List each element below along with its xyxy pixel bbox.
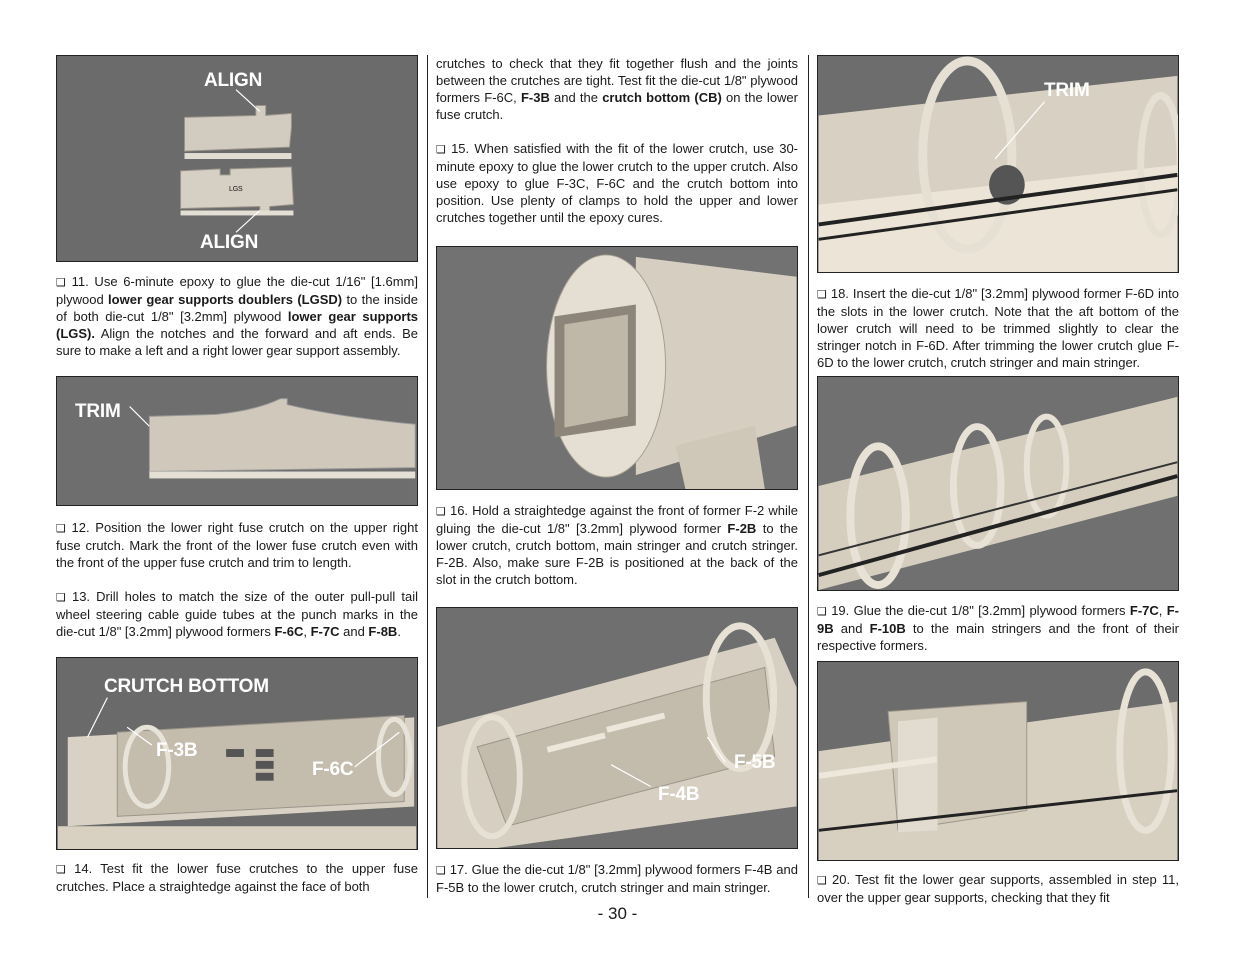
step-14-continued: crutches to check that they fit together flush and the joints between the crutches are tight. Test fit the die-cut 1/8" plywood formers F-6C, F-3B and the crutch bottom (CB) on the lower fuse crutch. <box>436 56 798 122</box>
label-trim-f6d: TRIM <box>1044 80 1090 101</box>
photo-formers-rear-illustration <box>818 377 1178 590</box>
label-align-bottom: ALIGN <box>200 232 259 253</box>
checkbox-icon[interactable]: ❑ <box>56 863 66 876</box>
photo-lower-gear-supports <box>817 661 1179 861</box>
label-lgs-part: LGS <box>229 186 243 193</box>
label-trim: TRIM <box>75 401 121 422</box>
column-divider-left <box>427 55 428 898</box>
step-19: ❑ 19. Glue the die-cut 1/8" [3.2mm] plywood formers F-7C, F-9B and F-10B to the main stringers and the front of their respective formers. <box>817 603 1179 653</box>
photo-crutch-bottom <box>56 657 418 850</box>
checkbox-icon[interactable]: ❑ <box>817 288 827 301</box>
photo-trim-crutch <box>56 376 418 506</box>
checkbox-icon[interactable]: ❑ <box>56 591 66 604</box>
photo-trim-former-f6d <box>817 55 1179 273</box>
checkbox-icon[interactable]: ❑ <box>436 864 446 877</box>
step-18: ❑ 18. Insert the die-cut 1/8" [3.2mm] plywood former F-6D into the slots in the lower crutch. Note that the aft bottom of the lower crutch will need to be trimmed slightly to clear the stringer notch in F-6D. After trimming the lower crutch glue F-6D to the lower crutch, crutch stringer and main stringer. <box>817 286 1179 370</box>
step-15: ❑ 15. When satisfied with the fit of the lower crutch, use 30-minute epoxy to glue the lower crutch to the upper crutch. Also use epoxy to glue F-3C, F-6C and the crutch bottom into position. Use plenty of clamps to hold the upper and lower crutches together until the epoxy cures. <box>436 141 798 225</box>
page-number: - 30 - <box>597 904 638 923</box>
column-middle <box>436 55 798 896</box>
checkbox-icon[interactable]: ❑ <box>56 276 66 289</box>
column-left <box>56 55 418 895</box>
step-20: ❑ 20. Test fit the lower gear supports, assembled in step 11, over the upper gear supports, checking that they fit <box>817 872 1179 905</box>
photo-former-f2b <box>436 246 798 490</box>
photo-trim-former-illustration <box>818 56 1178 272</box>
column-right <box>817 55 1179 906</box>
step-12: ❑ 12. Position the lower right fuse crutch on the upper right fuse crutch. Mark the front of the lower fuse crutch even with the front of the upper fuse crutch and trim to length. <box>56 520 418 570</box>
label-f-4b: F-4B <box>658 784 700 805</box>
photo-former-illustration <box>437 247 797 489</box>
photo-formers-f4b-f5b <box>436 607 798 849</box>
photo-formers-f7c-f9b-f10b <box>817 376 1179 591</box>
column-divider-right <box>808 55 809 898</box>
step-16: ❑ 16. Hold a straightedge against the front of former F-2 while gluing the die-cut 1/8" [3.2mm] plywood former F-2B to the lower crutch, crutch bottom, main stringer and crutch stringer. F-2B. Also, make sure F-2B is positioned at the back of the slot in the crutch bottom. <box>436 503 799 587</box>
checkbox-icon[interactable]: ❑ <box>56 522 66 535</box>
label-crutch-bottom: CRUTCH BOTTOM <box>104 676 269 697</box>
step-13: ❑ 13. Drill holes to match the size of the outer pull-pull tail wheel steering cable guide tubes at the punch marks in the die-cut 1/8" [3.2mm] plywood formers F-6C, F-7C and F-8B. <box>56 589 418 639</box>
checkbox-icon[interactable]: ❑ <box>817 874 827 887</box>
label-f-6c: F-6C <box>312 759 354 780</box>
label-f-5b: F-5B <box>734 752 776 773</box>
photo-gear-supports-illustration <box>818 662 1178 860</box>
label-align-top: ALIGN <box>204 70 263 91</box>
checkbox-icon[interactable]: ❑ <box>436 505 446 518</box>
photo-formers-illustration <box>437 608 797 848</box>
label-f-3b: F-3B <box>156 740 198 761</box>
step-17: ❑ 17. Glue the die-cut 1/8" [3.2mm] plywood formers F-4B and F-5B to the lower crutch, crutch stringer and main stringer. <box>436 862 798 895</box>
checkbox-icon[interactable]: ❑ <box>436 143 446 156</box>
photo-trim-illustration <box>57 377 417 505</box>
photo-align-gear-supports <box>56 55 418 262</box>
checkbox-icon[interactable]: ❑ <box>817 605 827 618</box>
step-14: ❑ 14. Test fit the lower fuse crutches to the upper fuse crutches. Place a straightedge against the face of both <box>56 861 418 894</box>
step-11: ❑ 11. Use 6-minute epoxy to glue the die-cut 1/16" [1.6mm] plywood lower gear supports doublers (LGSD) to the inside of both die-cut 1/8" [3.2mm] plywood lower gear supports (LGS). Align the notches and the forward and aft ends. Be sure to make a left and a right lower gear support assembly. <box>56 274 419 358</box>
